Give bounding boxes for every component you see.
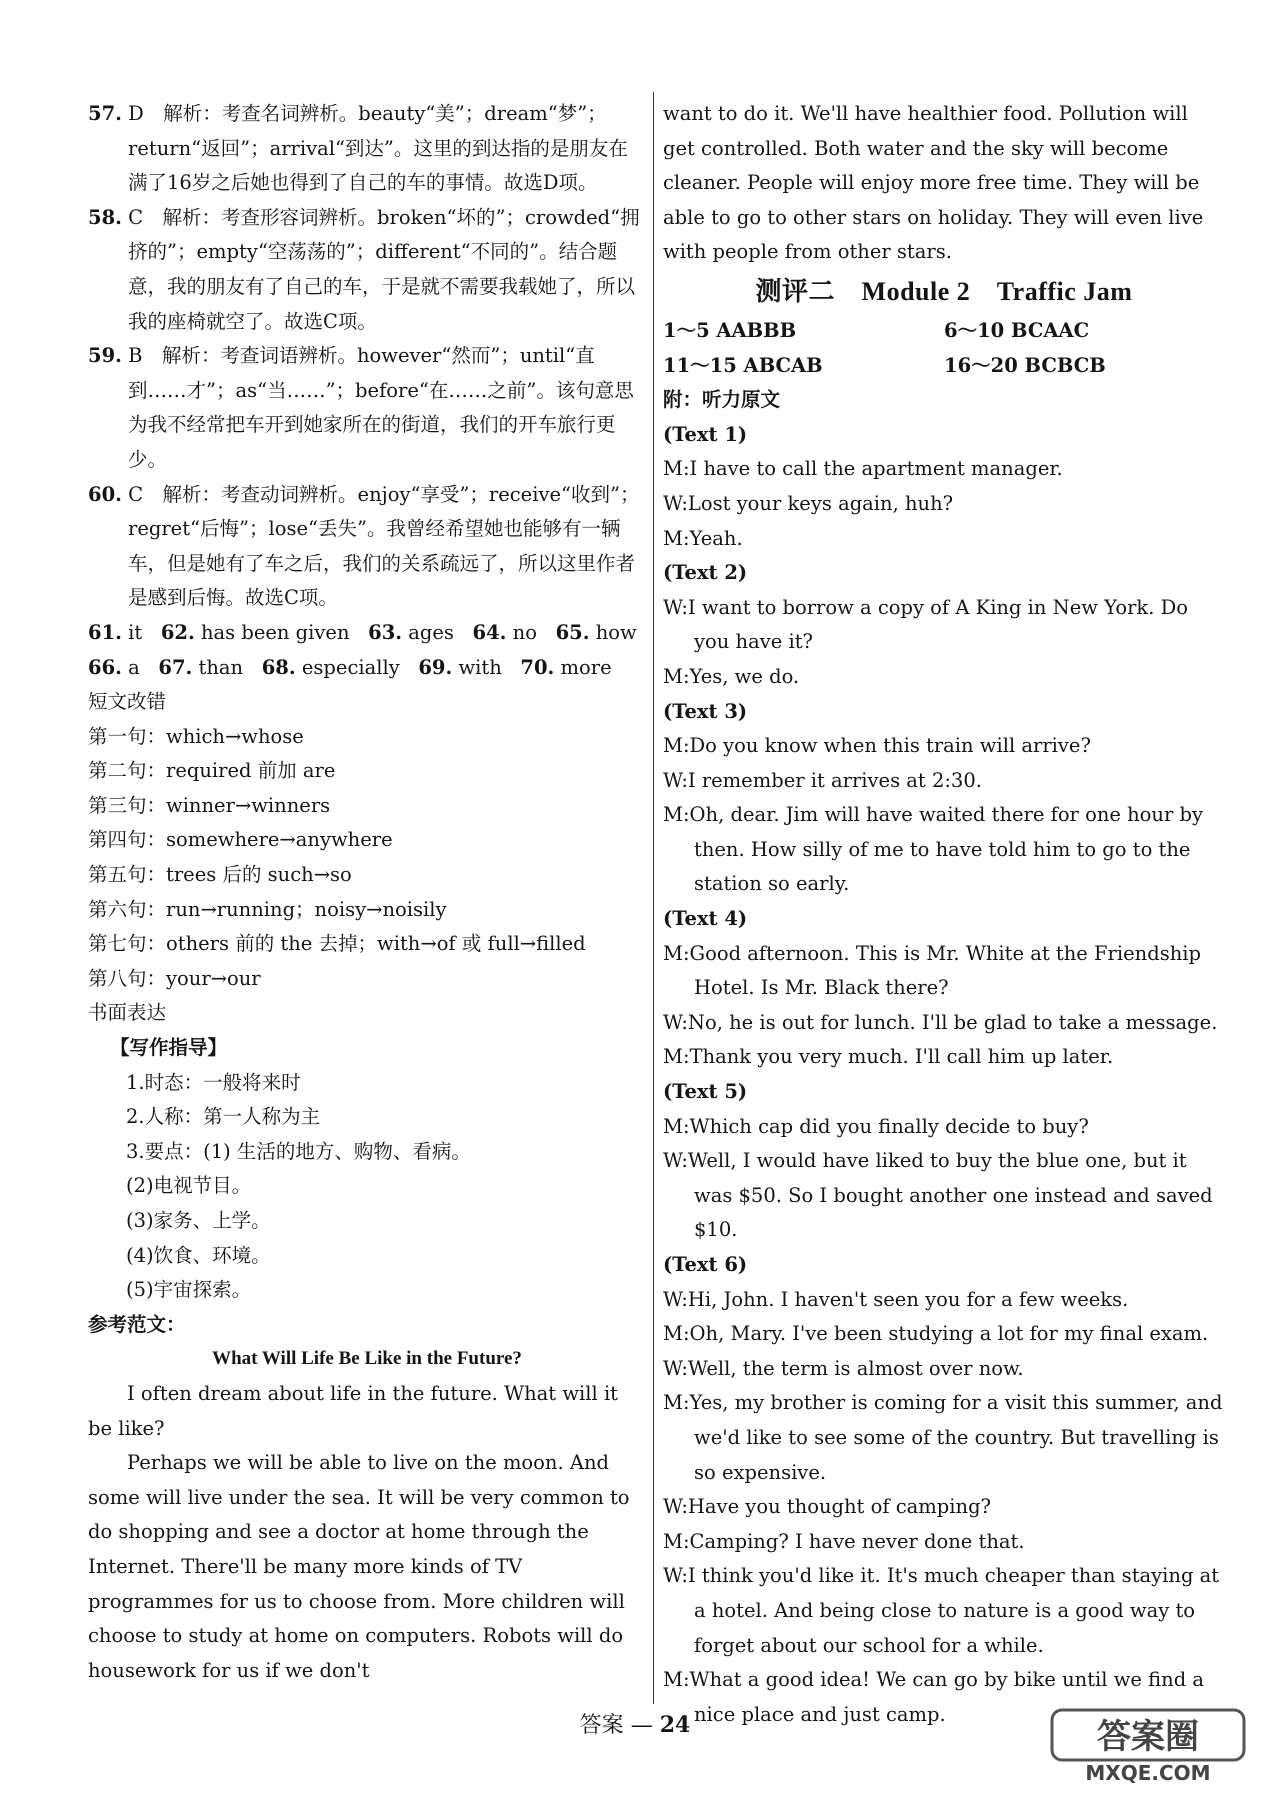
site-watermark-logo <box>1050 1708 1246 1784</box>
watermark-url: MXQE.COM <box>1085 1761 1211 1784</box>
correction-5: 第五句：trees 后的 such→so <box>88 863 352 887</box>
essay-paragraph-2: Perhaps we will be able to live on the moon. And some will live under the sea. It will be very common to do shopping and see a doctor at home through the Internet. There'll be many more kinds of TV programmes for us to choose from. More children will choose to study at home on computers. Robots will do housework for us if we don't <box>88 1451 630 1682</box>
fill-answers-line-2: 66. a 67. than 68. especially 69. with 70. more <box>88 655 612 679</box>
dialogue-line: M:Thank you very much. I'll call him up later. <box>663 1045 1114 1069</box>
correction-4: 第四句：somewhere→anywhere <box>88 828 393 852</box>
dialogue-line: M:Do you know when this train will arrive? <box>663 734 1091 758</box>
correction-3: 第三句：winner→winners <box>88 793 331 817</box>
correction-7: 第七句：others 前的 the 去掉；with→of 或 full→filled <box>88 932 586 956</box>
answer-60: 60. C 解析：考查动词辨析。enjoy“享受”；receive“收到”；regret“后悔”；lose“丢失”。我曾经希望她也能够有一辆车，但是她有了车之后，我们的关系疏远了，所以这里作者是感到后悔。故选C项。 <box>88 482 640 610</box>
left-column <box>88 97 646 1688</box>
listening-heading: 附：听力原文 <box>663 388 781 412</box>
guide-4: (2)电视节目。 <box>126 1174 252 1198</box>
text-label: (Text 5) <box>663 1080 748 1104</box>
guide-5: (3)家务、上学。 <box>126 1209 271 1232</box>
page-number: 24 <box>659 1712 691 1738</box>
correction-8: 第八句：your→our <box>88 966 261 990</box>
dialogue-line: M:Which cap did you finally decide to buy? <box>663 1114 1089 1138</box>
footer-label: 答案 <box>579 1713 624 1738</box>
correction-heading: 短文改错 <box>88 690 167 714</box>
section-title: 测评二 Module 2 Traffic Jam <box>755 276 1133 306</box>
dialogue-line: M:Oh, Mary. I've been studying a lot for my final exam. <box>663 1322 1209 1346</box>
dialogue-line: M:What a good idea! We can go by bike until we find a nice place and just camp. <box>663 1668 1205 1726</box>
watermark-text: 答案圈 <box>1097 1717 1199 1757</box>
answer-57: 57. D 解析：考查名词辨析。beauty“美”；dream“梦”；return“返回”；arrival“到达”。这里的到达指的是朋友在满了16岁之后她也得到了自己的车的事情。故选D项。 <box>88 102 628 195</box>
dialogue-line: W:Hi, John. I haven't seen you for a few weeks. <box>663 1287 1129 1311</box>
essay-paragraph-1: I often dream about life in the future. What will it be like? <box>88 1381 619 1440</box>
dialogue-line: M:Yes, we do. <box>663 664 800 688</box>
dialogue-line: W:I think you'd like it. It's much cheaper than staying at a hotel. And being close to nature is a good way to forget about our school for a while. <box>663 1564 1220 1657</box>
guide-1: 1.时态：一般将来时 <box>126 1070 301 1094</box>
correction-2: 第二句：required 前加 are <box>88 759 336 783</box>
right-column <box>663 97 1225 1732</box>
answer-row-1: 1～5 AABBB 6～10 BCAAC <box>663 318 1090 342</box>
text-label: (Text 4) <box>663 907 748 931</box>
correction-6: 第六句：run→running；noisy→noisily <box>88 897 447 921</box>
dialogue-line: M:Yeah. <box>663 526 743 550</box>
dialogue-line: W:I want to borrow a copy of A King in New York. Do you have it? <box>663 595 1188 654</box>
writing-heading: 书面表达 <box>88 1001 167 1025</box>
answer-59: 59. B 解析：考查词语辨析。however“然而”；until“直到……才”；as“当……”；before“在……之前”。该句意思为我不经常把车开到她家所在的街道，我们的开车旅行更少。 <box>88 344 634 471</box>
dialogue-line: W:Lost your keys again, huh? <box>663 491 954 515</box>
guide-7: (5)宇宙探索。 <box>126 1278 252 1302</box>
dialogue-line: W:I remember it arrives at 2:30. <box>663 768 982 792</box>
dialogue-line: M:Yes, my brother is coming for a visit this summer, and we'd like to see some of the country. But travelling is so expensive. <box>663 1391 1223 1484</box>
guide-6: (4)饮食、环境。 <box>126 1243 271 1267</box>
essay-continuation: want to do it. We'll have healthier food. Pollution will get controlled. Both water and the sky will become cleaner. People will enjoy more free time. They will be able to go to other stars on holiday. They will even live with people from other stars. <box>663 102 1204 264</box>
footer-dash: — <box>630 1713 653 1738</box>
text-label: (Text 1) <box>663 422 748 446</box>
dialogue-line: W:No, he is out for lunch. I'll be glad to take a message. <box>663 1010 1218 1034</box>
dialogue-line: W:Well, the term is almost over now. <box>663 1356 1024 1380</box>
dialogue-line: W:Have you thought of camping? <box>663 1495 992 1519</box>
sample-heading: 参考范文： <box>88 1312 186 1336</box>
answer-row-2: 11～15 ABCAB 16～20 BCBCB <box>663 353 1106 377</box>
column-divider <box>653 92 654 1704</box>
dialogue-line: W:Well, I would have liked to buy the blue one, but it was $50. So I bought another one instead and saved $10. <box>663 1149 1213 1242</box>
text-label: (Text 6) <box>663 1253 748 1276</box>
guide-3: 3.要点：(1) 生活的地方、购物、看病。 <box>126 1139 471 1163</box>
guide-2: 2.人称：第一人称为主 <box>126 1105 321 1129</box>
dialogue-line: M:Good afternoon. This is Mr. White at the Friendship Hotel. Is Mr. Black there? <box>663 941 1201 1000</box>
guide-heading: 【写作指导】 <box>110 1036 228 1060</box>
text-label: (Text 3) <box>663 699 748 723</box>
text-label: (Text 2) <box>663 561 748 585</box>
dialogue-line: M:Camping? I have never done that. <box>663 1529 1025 1553</box>
answer-58: 58. C 解析：考查形容词辨析。broken“坏的”；crowded“拥挤的”；empty“空荡荡的”；different“不同的”。结合题意，我的朋友有了自己的车，于是就不需要我载她了，所以我的座椅就空了。故选C项。 <box>88 205 640 333</box>
dialogue-line: M:I have to call the apartment manager. <box>663 457 1063 481</box>
fill-answers-line-1: 61. it 62. has been given 63. ages 64. no 65. how <box>88 620 637 644</box>
dialogue-line: M:Oh, dear. Jim will have waited there for one hour by then. How silly of me to have told him to go to the station so early. <box>663 803 1203 896</box>
correction-1: 第一句：which→whose <box>88 724 304 748</box>
essay-title: What Will Life Be Like in the Future? <box>212 1348 522 1370</box>
